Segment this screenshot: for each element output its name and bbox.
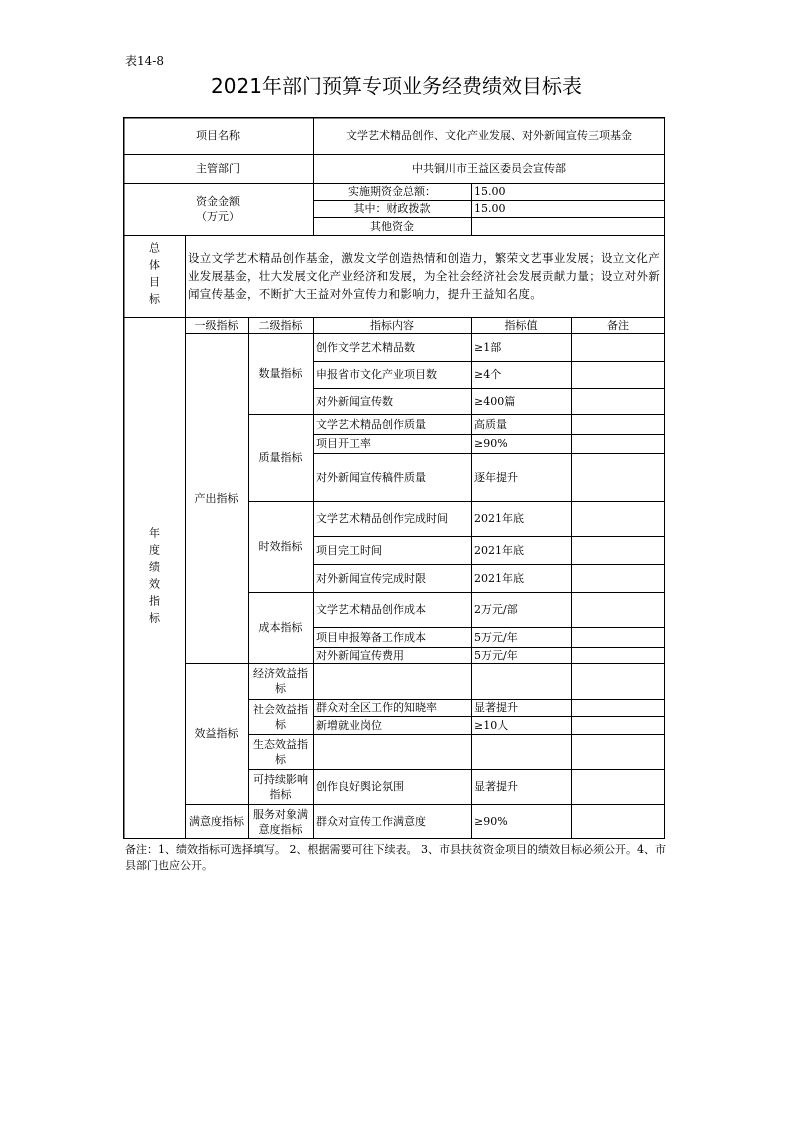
level2-sustainable: 可持续影响指标 (253, 772, 308, 801)
fund-fiscal-value: 15.00 (474, 202, 506, 215)
header-remark: 备注 (607, 318, 629, 332)
indicator-content: 项目开工率 (316, 437, 371, 450)
indicator-content: 文学艺术精品创作成本 (316, 603, 426, 616)
fund-label: 资金金额 （万元） (196, 195, 240, 223)
indicator-value: ≥90% (474, 815, 508, 828)
indicator-content: 创作文学艺术精品数 (316, 340, 415, 354)
indicator-value: 2021年底 (474, 512, 524, 525)
level2-cost: 成本指标 (258, 621, 303, 634)
indicator-content: 群众对宣传工作满意度 (316, 815, 426, 828)
level1-output: 产出指标 (194, 491, 239, 505)
level1-satisfaction: 满意度指标 (189, 815, 244, 828)
table-number: 表14-8 (125, 54, 164, 68)
indicator-content: 对外新闻宣传完成时限 (316, 571, 426, 585)
indicator-content: 文学艺术精品创作质量 (316, 417, 426, 431)
indicator-content: 项目完工时间 (316, 543, 382, 557)
indicator-value: ≥400篇 (474, 394, 516, 408)
level2-ecological: 生态效益指标 (253, 737, 308, 766)
level2-quantity: 数量指标 (258, 367, 303, 380)
indicator-value (471, 734, 571, 769)
indicator-value: ≥10人 (474, 718, 509, 732)
header-value: 指标值 (504, 318, 538, 332)
annual-indicators-label-text: 年度绩效指标 (147, 527, 161, 629)
header-level2: 二级指标 (258, 318, 303, 332)
overall-goal-label (123, 235, 185, 317)
indicator-content: 创作良好舆论氛围 (316, 780, 404, 793)
indicator-content: 项目申报筹备工作成本 (316, 630, 426, 644)
project-name-label: 项目名称 (196, 129, 240, 142)
level2-timeliness: 时效指标 (258, 540, 303, 553)
level2-social: 社会效益指标 (253, 702, 308, 731)
department-label: 主管部门 (196, 162, 240, 175)
header-level1: 一级指标 (194, 318, 239, 332)
indicator-content: 对外新闻宣传费用 (316, 648, 404, 662)
fund-total-label: 实施期资金总额： (348, 185, 436, 198)
indicator-value: 显著提升 (474, 780, 518, 793)
fund-fiscal-label: 其中：财政拨款 (353, 202, 431, 215)
project-name-value: 文学艺术精品创作、文化产业发展、对外新闻宣传三项基金 (346, 129, 632, 142)
indicator-content: 对外新闻宣传稿件质量 (316, 470, 426, 484)
indicator-content (313, 734, 471, 769)
indicator-value: ≥90% (474, 437, 508, 450)
indicator-value: 5万元/年 (474, 630, 518, 644)
level2-quality: 质量指标 (258, 451, 303, 464)
performance-table (123, 117, 665, 839)
fund-total-value: 15.00 (474, 185, 506, 198)
indicator-value: 2021年底 (474, 543, 524, 557)
indicator-value: 2021年底 (474, 571, 524, 585)
indicator-value: 显著提升 (474, 701, 518, 714)
indicator-content: 对外新闻宣传数 (316, 394, 393, 408)
overall-goal-label-text: 总体目标 (147, 242, 161, 310)
level1-benefit: 效益指标 (194, 727, 239, 740)
indicator-value: ≥4个 (474, 368, 502, 381)
indicator-content: 群众对全区工作的知晓率 (316, 701, 437, 714)
indicator-value: 逐年提升 (474, 470, 518, 484)
indicator-value: 5万元/年 (474, 648, 518, 662)
indicator-value: ≥1部 (474, 340, 502, 354)
indicator-content: 新增就业岗位 (316, 718, 382, 732)
fund-other-label: 其他资金 (370, 219, 414, 233)
indicator-value: 高质量 (474, 417, 507, 431)
annual-indicators-label (123, 317, 185, 839)
indicator-value (471, 663, 571, 699)
indicator-content: 文学艺术精品创作完成时间 (316, 512, 448, 525)
indicator-content (313, 663, 471, 699)
fund-other-value (471, 217, 665, 235)
header-content: 指标内容 (370, 318, 414, 332)
indicator-content: 申报省市文化产业项目数 (316, 368, 437, 381)
overall-goal-text: 设立文学艺术精品创作基金，激发文学创造热情和创造力，繁荣文艺事业发展；设立文化产业发展基金，壮大发展文化产业经济和发展，为全社会经济社会发展贡献力量；设立对外新闻宣传基金，不断扩大王益对外宣传力和影响力，提升王益知名度。 (188, 251, 660, 301)
department-value: 中共铜川市王益区委员会宣传部 (412, 162, 566, 175)
footer-note: 备注：1、绩效指标可选择填写。 2、根据需要可往下续表。 3、市县扶贫资金项目的绩效目标必须公开。4、市县部门也应公开。 (125, 843, 666, 872)
page-title: 2021年部门预算专项业务经费绩效目标表 (211, 74, 582, 98)
level2-economic: 经济效益指标 (253, 667, 308, 695)
indicator-value: 2万元/部 (474, 603, 518, 616)
level2-service-satisfaction: 服务对象满意度指标 (253, 807, 308, 836)
